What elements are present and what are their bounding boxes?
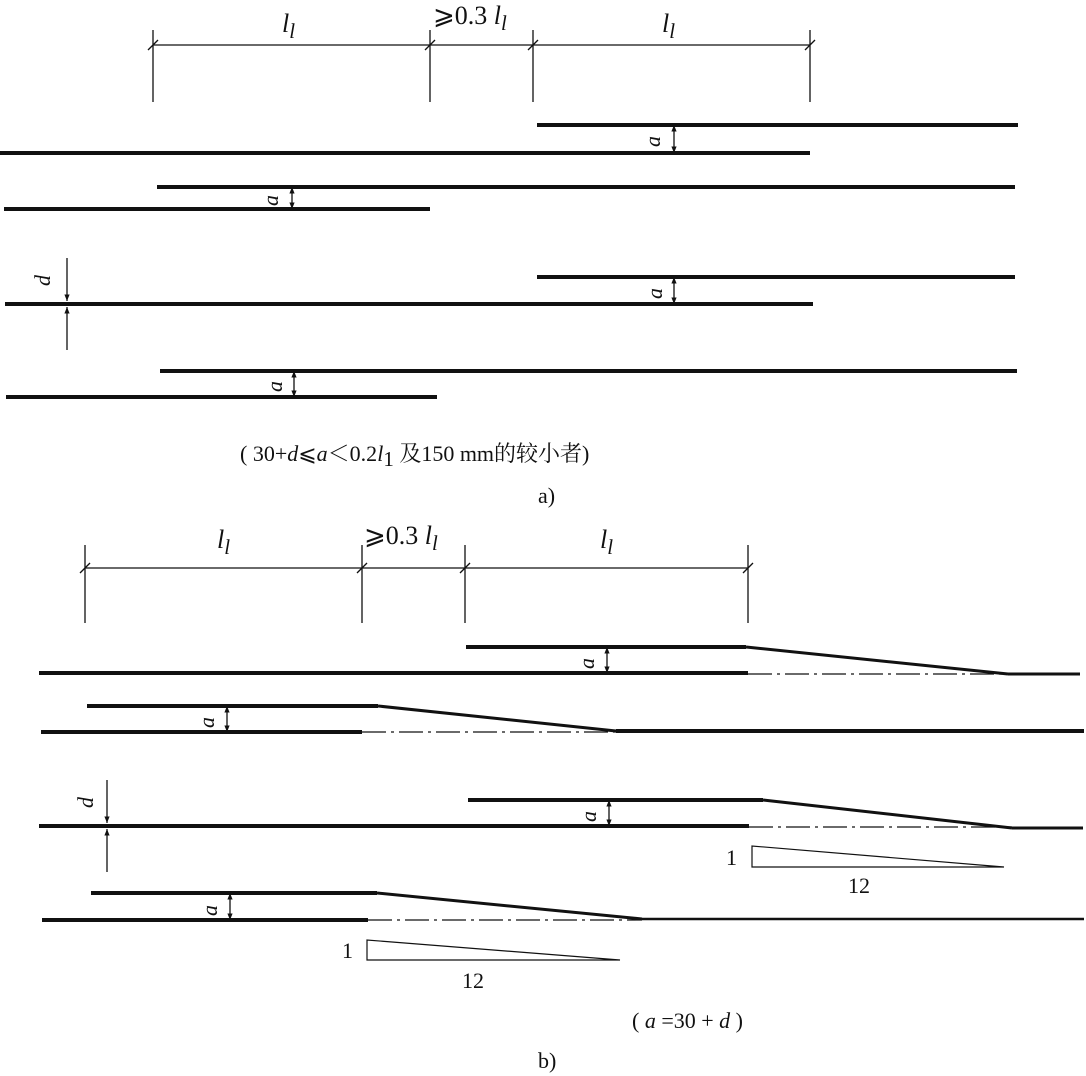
part-b-slope-triangles (367, 846, 1004, 960)
part-b-bars (39, 647, 1084, 920)
slope-triangle (367, 940, 620, 960)
part-b-diameter-label: d (73, 797, 98, 808)
part-b-offset-label: a (197, 905, 222, 916)
part-b-dim-gap-label: ⩾0.3 $l_l$ (364, 521, 438, 555)
part-a-offset-label: a (640, 136, 665, 147)
part-a-offset-markers (292, 125, 674, 397)
part-a-dim-gap-label: ⩾0.3 $l_l$ (433, 1, 507, 35)
part-a-dim-right-label: $l_l$ (662, 9, 676, 43)
part-a-dimension-line (148, 30, 815, 102)
bar (763, 800, 1012, 828)
part-b-dimension-line (80, 545, 753, 623)
part-b-offset-label: a (194, 717, 219, 728)
part-a-offset-label: a (258, 195, 283, 206)
part-b-caption: b) (538, 1048, 557, 1073)
slope-rise-label: 1 (342, 938, 353, 963)
part-a-offset-label: a (262, 381, 287, 392)
part-b-centerlines (362, 674, 1012, 920)
part-a-dim-left-label: $l_l$ (282, 9, 296, 43)
slope-run-label: 12 (462, 968, 484, 993)
slope-run-label: 12 (848, 873, 870, 898)
part-a-diameter-label: d (30, 275, 55, 286)
bar (377, 893, 642, 919)
slope-triangle (752, 846, 1004, 867)
part-a (0, 30, 1018, 397)
part-a-offset-label: a (642, 288, 667, 299)
part-a-condition: ( 30+d⩽a＜0.2l1 及150 mm的较小者) (240, 441, 590, 471)
bar (746, 647, 1008, 674)
part-b-offset-label: a (574, 658, 599, 669)
part-b-dim-right-label: $l_l$ (600, 525, 614, 559)
bar (378, 706, 616, 731)
slope-rise-label: 1 (726, 845, 737, 870)
part-b-offset-markers (227, 647, 609, 920)
part-b-condition: ( a =30 + d ) (632, 1008, 743, 1033)
part-a-caption: a) (538, 483, 556, 508)
part-a-bars (0, 125, 1018, 397)
part-b-offset-label: a (576, 811, 601, 822)
part-b-dim-left-label: $l_l$ (217, 525, 231, 559)
part-b (39, 545, 1084, 960)
